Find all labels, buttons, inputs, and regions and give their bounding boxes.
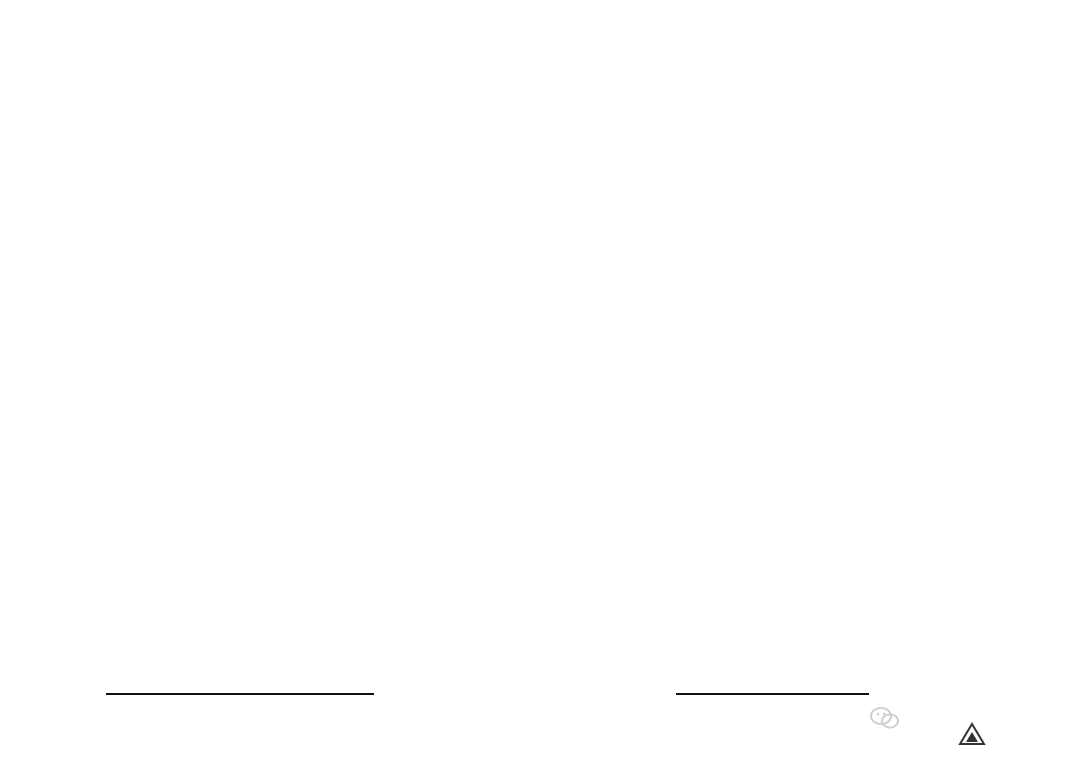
logo-icon <box>958 722 986 748</box>
inspection-date-line <box>676 693 869 695</box>
wechat-icon <box>870 706 900 730</box>
inspector-signature-line <box>106 693 374 695</box>
